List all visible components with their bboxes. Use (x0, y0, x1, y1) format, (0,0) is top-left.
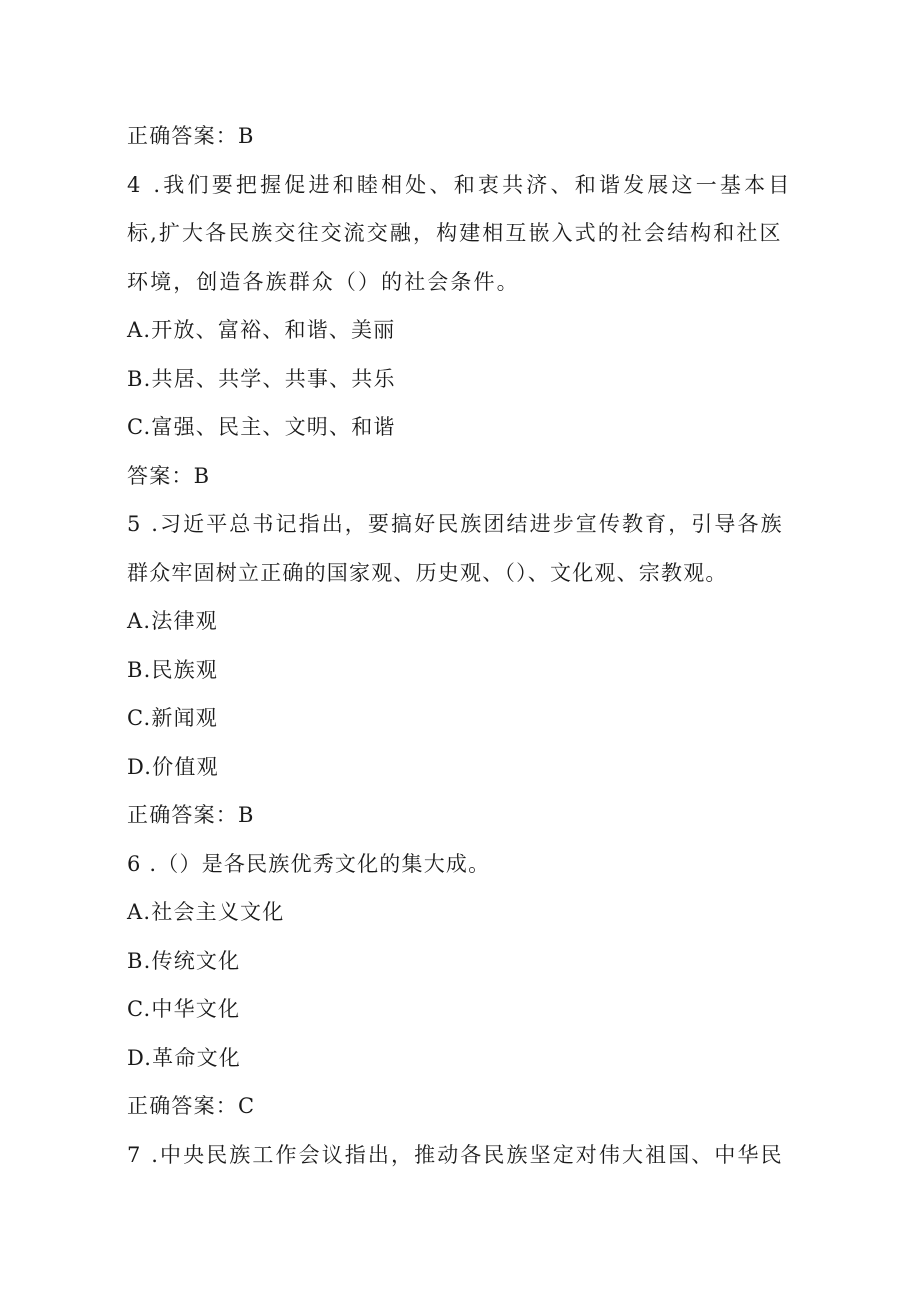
question-5-option-b: B.民族观 (127, 657, 219, 682)
answer-line-q6: 正确答案：C (127, 1094, 256, 1118)
question-4-line-3: 环境，创造各族群众（）的社会条件。 (127, 269, 520, 294)
answer-line-q4: 答案：B (127, 463, 211, 488)
answer-line-q3: 正确答案：B (127, 124, 255, 148)
question-4-option-c: C.富强、民主、文明、和谐 (127, 415, 396, 439)
question-4-option-a: A.开放、富裕、和谐、美丽 (127, 318, 396, 342)
question-4-line-1: 4 .我们要把握促进和睦相处、和衷共济、和谐发展这一基本目 (127, 172, 793, 197)
question-7-line-1: 7 .中央民族工作会议指出，推动各民族坚定对伟大祖国、中华民 (127, 1142, 784, 1167)
question-4-line-2: 标,扩大各民族交往交流交融，构建相互嵌入式的社会结构和社区 (127, 221, 783, 245)
question-5-option-a: A.法律观 (127, 609, 218, 633)
question-5-line-2: 群众牢固树立正确的国家观、历史观、（）、文化观、宗教观。 (127, 560, 728, 585)
question-6-option-d: D.革命文化 (127, 1045, 241, 1070)
answer-line-q5: 正确答案：B (127, 803, 255, 827)
question-4-option-b: B.共居、共学、共事、共乐 (127, 366, 396, 391)
question-6-line-1: 6 .（）是各民族优秀文化的集大成。 (127, 851, 491, 876)
question-6-option-a: A.社会主义文化 (127, 900, 285, 924)
question-5-option-d: D.价值观 (127, 754, 219, 779)
document-page (127, 112, 792, 1179)
question-5-line-1: 5 .习近平总书记指出，要搞好民族团结进步宣传教育，引导各族 (127, 512, 784, 536)
question-6-option-b: B.传统文化 (127, 948, 241, 973)
question-5-option-c: C.新闻观 (127, 706, 218, 730)
question-6-option-c: C.中华文化 (127, 997, 241, 1021)
